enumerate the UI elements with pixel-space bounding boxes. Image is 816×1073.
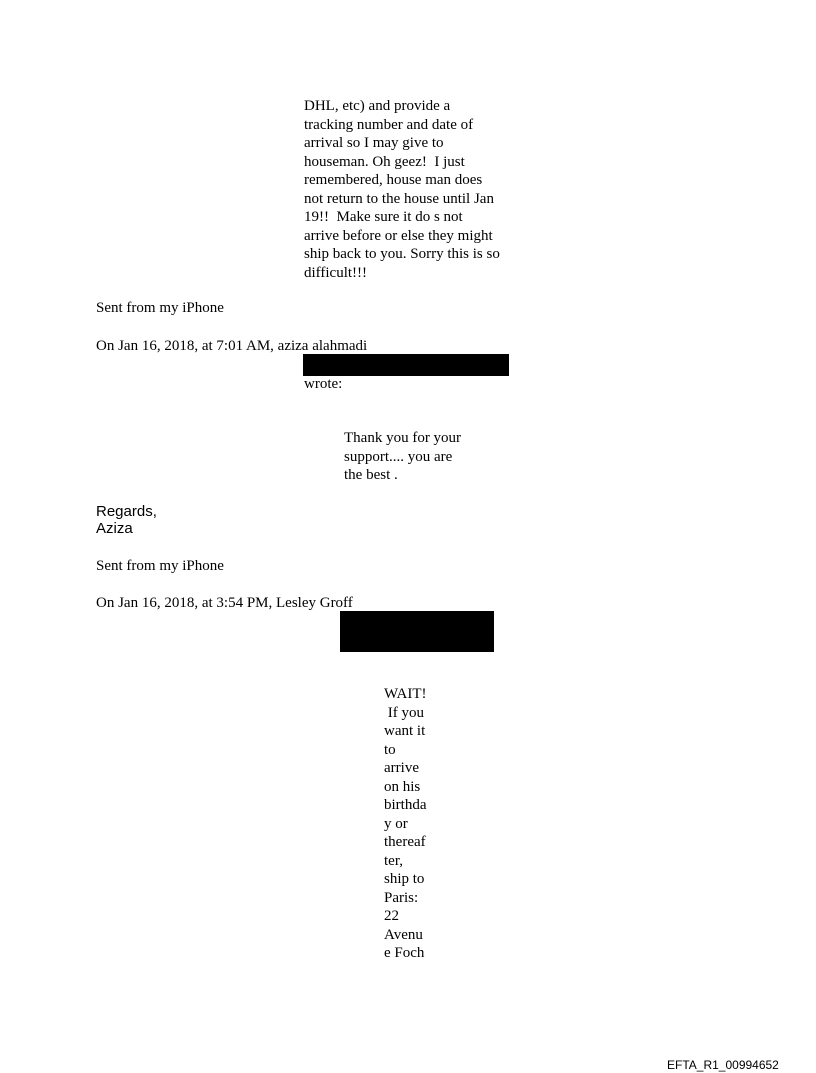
message-line: birthda (384, 797, 427, 813)
reply-header-wrote: wrote: (304, 376, 343, 392)
message-line: arrive before or else they might (304, 227, 493, 244)
quoted-message-3 (384, 685, 464, 963)
message-line: tracking number and date of (304, 116, 474, 133)
message-line: ship to (384, 871, 425, 887)
message-line: on his (384, 778, 421, 795)
signature-sent-from-iphone: Sent from my iPhone (96, 558, 224, 574)
sender-name: Aziza (96, 520, 133, 537)
message-line: Avenu (384, 926, 423, 943)
message-line: Thank you for your (344, 430, 462, 446)
reply-header: On Jan 16, 2018, at 3:54 PM, Lesley Groff (96, 595, 353, 611)
redaction-box (340, 611, 494, 652)
message-line: want it (384, 723, 426, 739)
message-line: to (384, 741, 396, 758)
message-line: houseman. Oh geez! I just (304, 153, 465, 170)
message-line: e Foch (384, 945, 425, 961)
message-line: the best . (344, 467, 398, 483)
regards-line: Regards, (96, 503, 157, 520)
message-line: DHL, etc) and provide a (304, 98, 451, 114)
bates-number: EFTA_R1_00994652 (667, 1058, 779, 1072)
redaction-box (303, 354, 509, 376)
message-line: arrival so I may give to (304, 135, 444, 151)
regards-signoff (96, 503, 157, 537)
message-line: If you (384, 704, 424, 721)
message-line: not return to the house until Jan (304, 190, 494, 207)
quoted-message-1 (304, 97, 534, 282)
reply-header: On Jan 16, 2018, at 7:01 AM, aziza alahmadi (96, 338, 368, 354)
message-line: support.... you are (344, 448, 453, 465)
message-line: ship back to you. Sorry this is so (304, 246, 500, 262)
message-line: ter, (384, 852, 403, 869)
message-line: 22 (384, 908, 399, 924)
message-line: thereaf (384, 834, 426, 850)
signature-sent-from-iphone: Sent from my iPhone (96, 300, 224, 316)
message-line: difficult!!! (304, 264, 368, 281)
quoted-message-2 (344, 429, 504, 485)
message-line: y or (384, 815, 408, 832)
message-line: 19!! Make sure it do s not (304, 209, 463, 225)
message-line: remembered, house man does (304, 172, 483, 188)
message-line: arrive (384, 760, 419, 776)
message-line: Paris: (384, 889, 419, 906)
message-line: WAIT! (384, 686, 427, 702)
